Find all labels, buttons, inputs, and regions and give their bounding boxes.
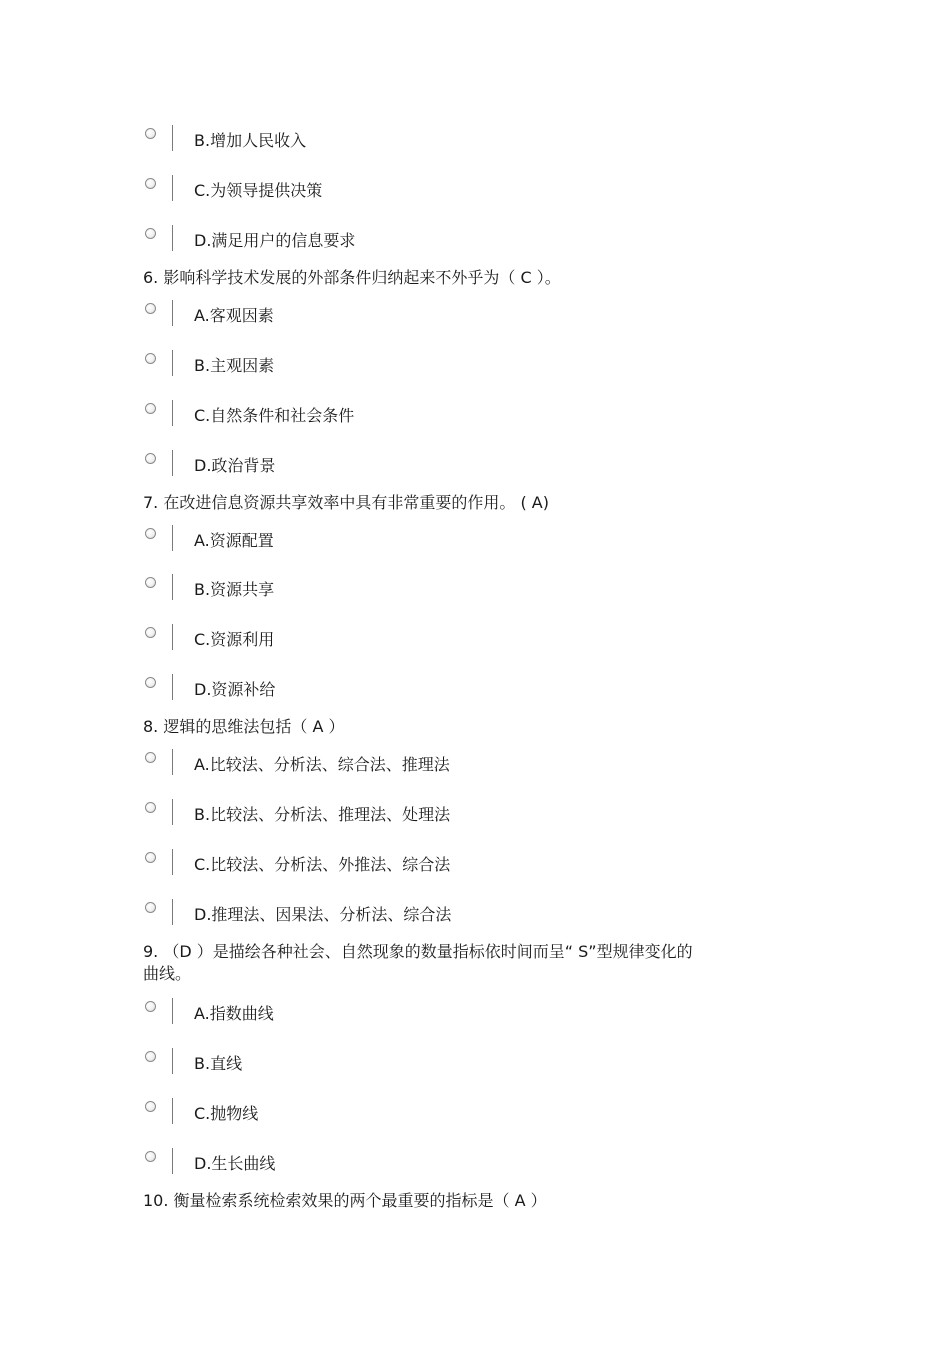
radio-button[interactable]	[145, 577, 156, 588]
option-label: D.政治背景	[194, 456, 276, 475]
option-label: C.比较法、分析法、外推法、综合法	[194, 855, 451, 874]
radio-button[interactable]	[145, 453, 156, 464]
question-text: 7. 在改进信息资源共享效率中具有非常重要的作用。 ( A)	[143, 493, 549, 512]
option-label: B.增加人民收入	[194, 131, 307, 150]
radio-button[interactable]	[145, 752, 156, 763]
answer-option[interactable]	[143, 350, 743, 380]
option-label: D.生长曲线	[194, 1154, 276, 1173]
option-label: A.比较法、分析法、综合法、推理法	[194, 755, 450, 774]
radio-button[interactable]	[145, 852, 156, 863]
option-label: C.自然条件和社会条件	[194, 406, 355, 425]
option-divider	[172, 125, 173, 151]
answer-option[interactable]	[143, 574, 743, 604]
option-divider	[172, 674, 173, 700]
radio-button[interactable]	[145, 1001, 156, 1012]
question-text: 10. 衡量检索系统检索效果的两个最重要的指标是（ A ）	[143, 1191, 547, 1210]
answer-option[interactable]	[143, 998, 743, 1028]
option-label: D.推理法、因果法、分析法、综合法	[194, 905, 452, 924]
option-divider	[172, 998, 173, 1024]
answer-option[interactable]	[143, 400, 743, 430]
option-divider	[172, 849, 173, 875]
option-divider	[172, 899, 173, 925]
answer-option[interactable]	[143, 125, 743, 155]
radio-button[interactable]	[145, 902, 156, 913]
option-divider	[172, 450, 173, 476]
radio-button[interactable]	[145, 1101, 156, 1112]
radio-button[interactable]	[145, 802, 156, 813]
option-label: D.满足用户的信息要求	[194, 231, 356, 250]
option-divider	[172, 574, 173, 600]
option-divider	[172, 799, 173, 825]
option-label: B.比较法、分析法、推理法、处理法	[194, 805, 451, 824]
question-text: 8. 逻辑的思维法包括（ A ）	[143, 717, 345, 736]
option-divider	[172, 350, 173, 376]
question-text: 6. 影响科学技术发展的外部条件归纳起来不外乎为（ C ）。	[143, 268, 561, 287]
option-divider	[172, 749, 173, 775]
answer-option[interactable]	[143, 225, 743, 255]
answer-option[interactable]	[143, 749, 743, 779]
radio-button[interactable]	[145, 1051, 156, 1062]
answer-option[interactable]	[143, 300, 743, 330]
option-label: A.资源配置	[194, 531, 274, 550]
radio-button[interactable]	[145, 128, 156, 139]
question-text: 9. （D ）是描绘各种社会、自然现象的数量指标依时间而呈“ S”型规律变化的	[143, 942, 693, 961]
answer-option[interactable]	[143, 1098, 743, 1128]
radio-button[interactable]	[145, 528, 156, 539]
option-divider	[172, 175, 173, 201]
answer-option[interactable]	[143, 175, 743, 205]
question-text: 曲线。	[143, 964, 192, 983]
option-divider	[172, 225, 173, 251]
option-divider	[172, 525, 173, 551]
option-label: C.为领导提供决策	[194, 181, 323, 200]
answer-option[interactable]	[143, 899, 743, 929]
answer-option[interactable]	[143, 1048, 743, 1078]
option-divider	[172, 400, 173, 426]
option-divider	[172, 1148, 173, 1174]
radio-button[interactable]	[145, 178, 156, 189]
option-label: C.抛物线	[194, 1104, 259, 1123]
option-label: B.主观因素	[194, 356, 275, 375]
option-label: A.客观因素	[194, 306, 274, 325]
answer-option[interactable]	[143, 849, 743, 879]
radio-button[interactable]	[145, 677, 156, 688]
option-divider	[172, 624, 173, 650]
option-divider	[172, 300, 173, 326]
radio-button[interactable]	[145, 228, 156, 239]
radio-button[interactable]	[145, 1151, 156, 1162]
answer-option[interactable]	[143, 624, 743, 654]
radio-button[interactable]	[145, 627, 156, 638]
answer-option[interactable]	[143, 674, 743, 704]
answer-option[interactable]	[143, 525, 743, 555]
answer-option[interactable]	[143, 450, 743, 480]
radio-button[interactable]	[145, 303, 156, 314]
option-label: B.直线	[194, 1054, 243, 1073]
option-divider	[172, 1098, 173, 1124]
radio-button[interactable]	[145, 353, 156, 364]
radio-button[interactable]	[145, 403, 156, 414]
option-divider	[172, 1048, 173, 1074]
option-label: C.资源利用	[194, 630, 275, 649]
option-label: D.资源补给	[194, 680, 276, 699]
answer-option[interactable]	[143, 1148, 743, 1178]
option-label: A.指数曲线	[194, 1004, 274, 1023]
option-label: B.资源共享	[194, 580, 275, 599]
answer-option[interactable]	[143, 799, 743, 829]
